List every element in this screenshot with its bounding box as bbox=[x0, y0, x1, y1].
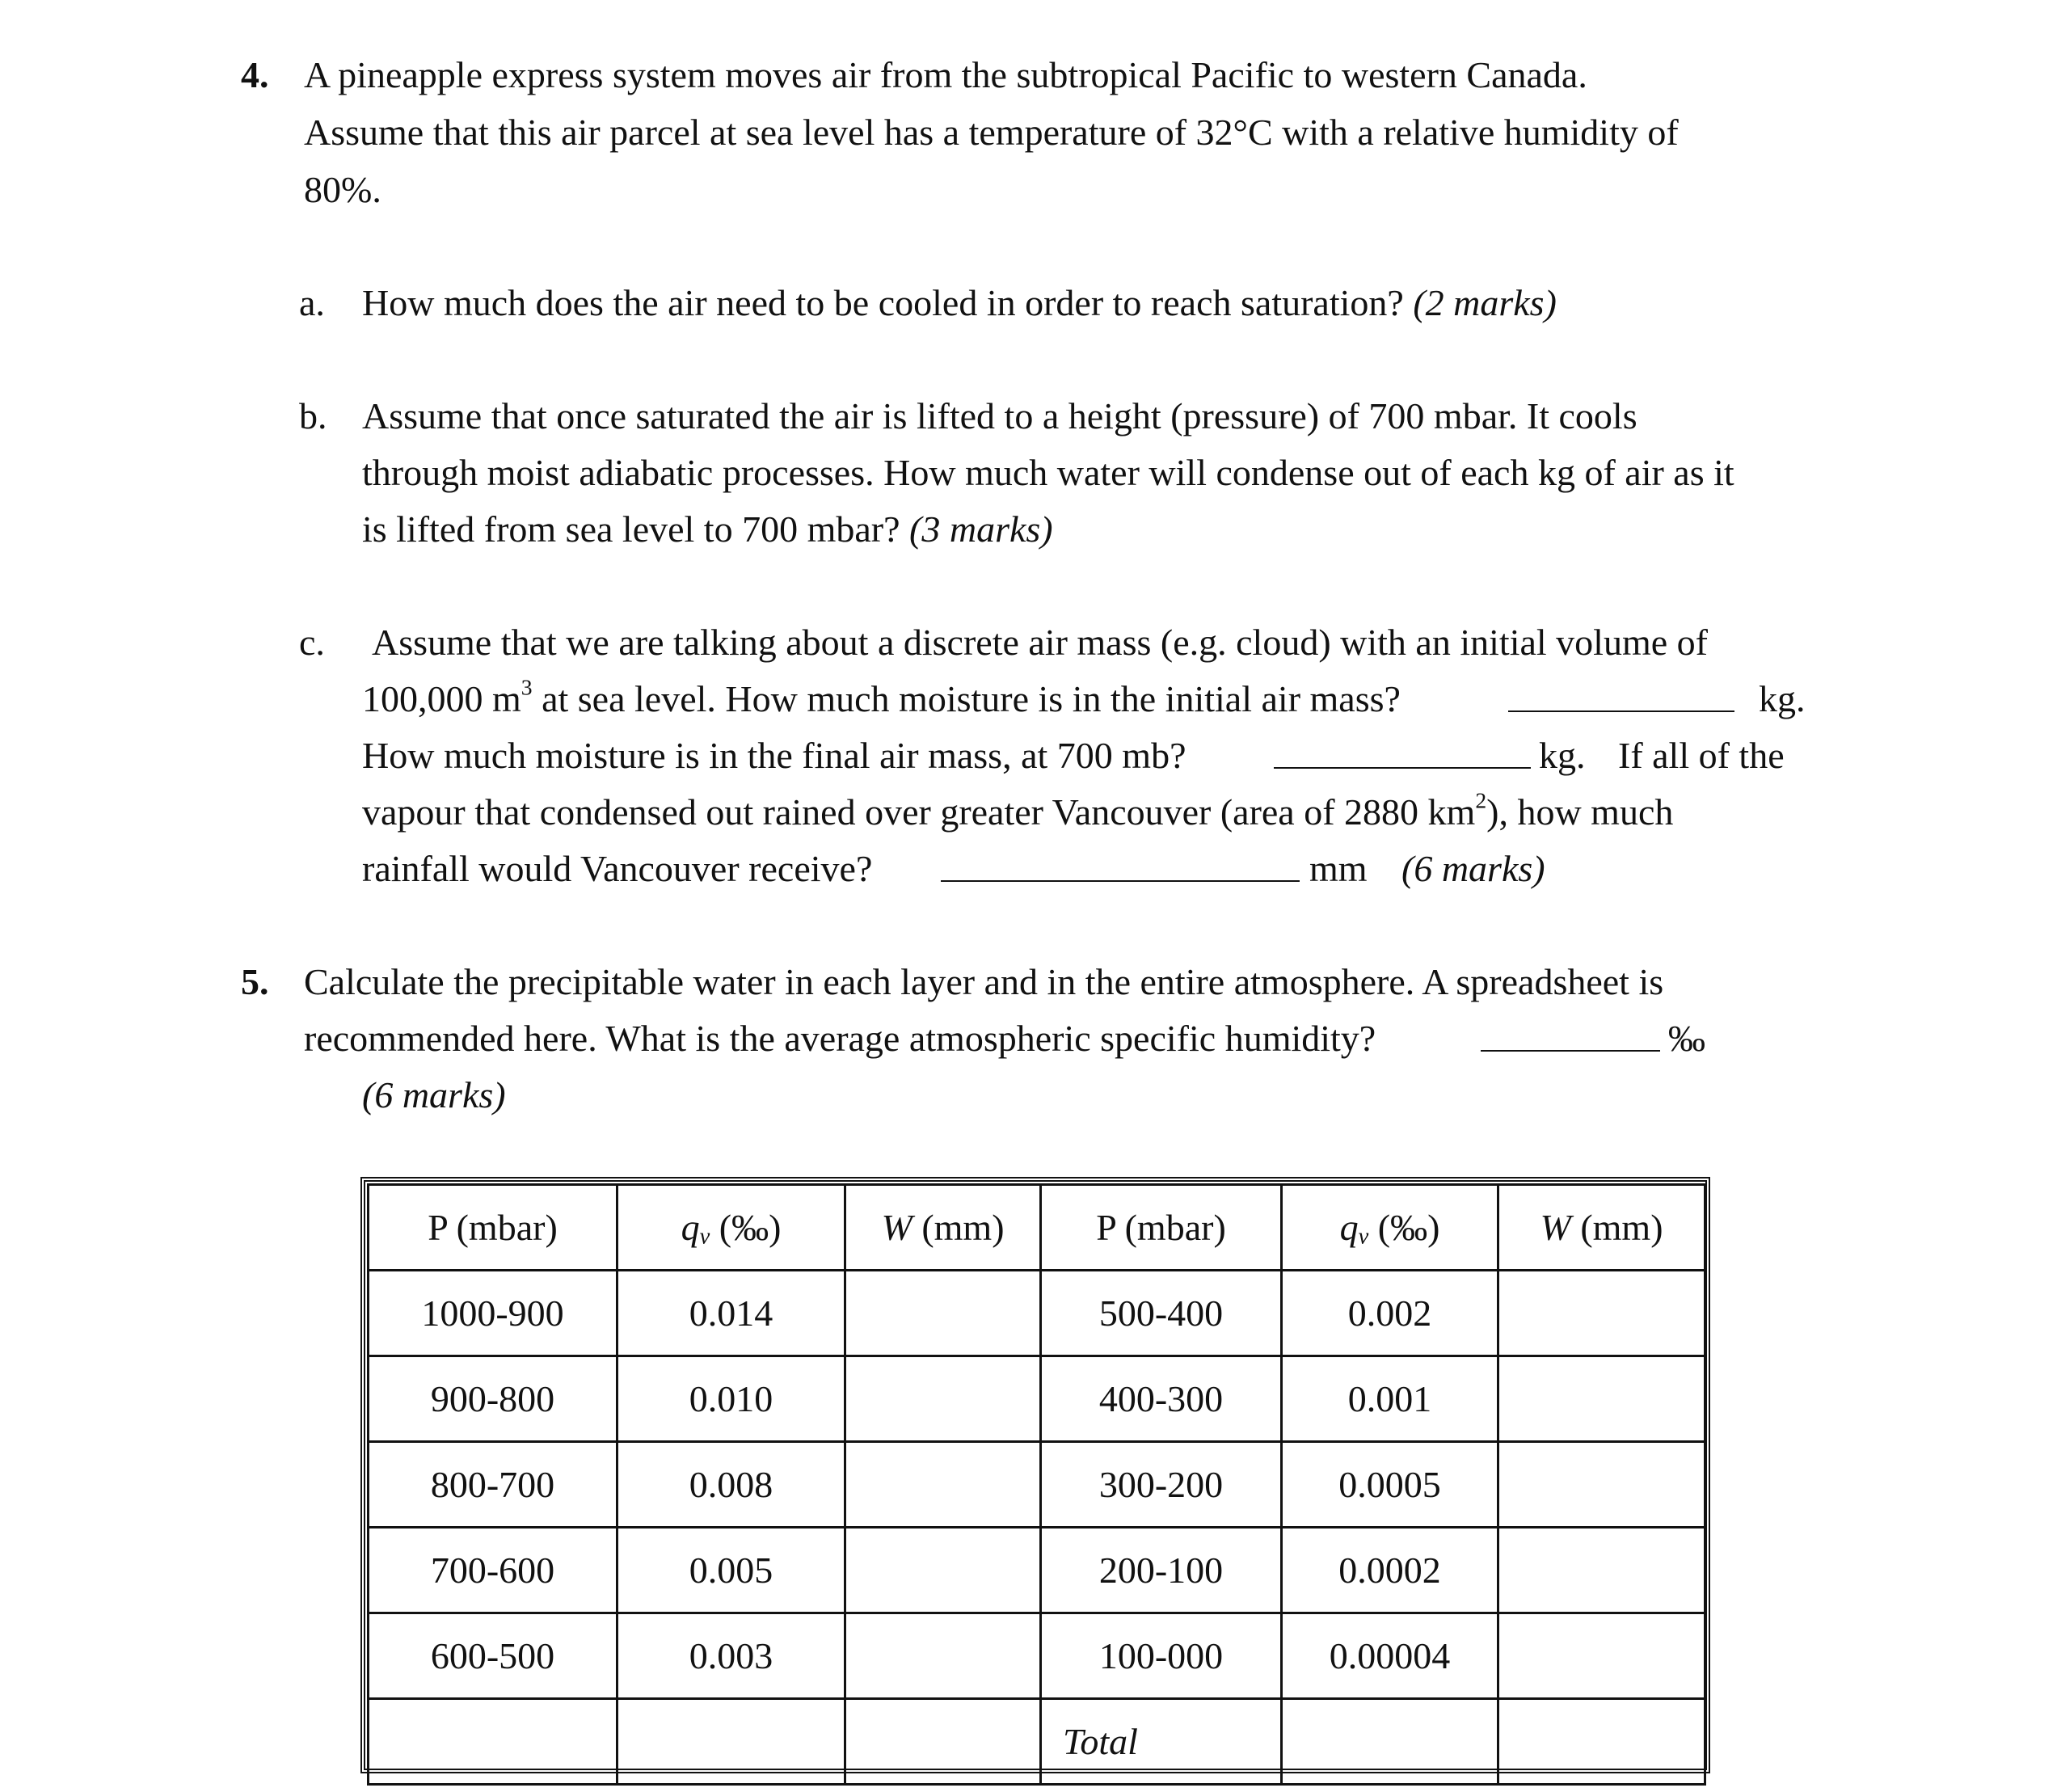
pressure-cell: 1000-900 bbox=[369, 1271, 617, 1356]
part-c-line-2-post: at sea level. How much moisture is in the initial air mass? bbox=[532, 678, 1401, 719]
pressure-cell: 600-500 bbox=[369, 1613, 617, 1699]
empty-cell bbox=[369, 1699, 617, 1785]
table-total-row bbox=[369, 1699, 1705, 1785]
water-cell[interactable] bbox=[1498, 1442, 1705, 1528]
total-humidity-cell[interactable] bbox=[1282, 1699, 1498, 1785]
question-4-number: 4. bbox=[241, 54, 269, 95]
part-b-marks: (3 marks) bbox=[909, 508, 1053, 550]
humidity-cell: 0.008 bbox=[617, 1442, 845, 1528]
pressure-cell: 500-400 bbox=[1041, 1271, 1282, 1356]
unit-kg-initial: kg. bbox=[1759, 678, 1806, 719]
water-cell[interactable] bbox=[845, 1442, 1041, 1528]
part-c-line-2-pre: 100,000 m bbox=[362, 678, 521, 719]
part-c-line-3-post: If all of the bbox=[1618, 735, 1785, 776]
question-5-line-1: Calculate the precipitable water in each layer and in the entire atmosphere. A spreadsheet is bbox=[304, 961, 1664, 1002]
part-b-line-2: through moist adiabatic processes. How much water will condense out of each kg of air as it bbox=[362, 452, 1734, 493]
question-4-line-2: Assume that this air parcel at sea level has a temperature of 32°C with a relative humidity of bbox=[304, 112, 1679, 153]
precipitable-water-table bbox=[367, 1183, 1706, 1786]
header-humidity-2: $q_v$ (‰) bbox=[1282, 1185, 1498, 1271]
part-c-marks: (6 marks) bbox=[1401, 848, 1545, 889]
part-c-line-3-question: How much moisture is in the final air mass, at 700 mb? bbox=[362, 735, 1186, 776]
water-cell[interactable] bbox=[1498, 1271, 1705, 1356]
pressure-cell: 300-200 bbox=[1041, 1442, 1282, 1528]
squared-superscript: 2 bbox=[1475, 787, 1487, 813]
humidity-cell: 0.002 bbox=[1282, 1271, 1498, 1356]
pressure-cell: 800-700 bbox=[369, 1442, 617, 1528]
header-pressure-2: P (mbar) bbox=[1041, 1185, 1282, 1271]
specific-humidity-answer-blank[interactable] bbox=[1481, 1020, 1660, 1052]
rainfall-answer-blank[interactable] bbox=[941, 850, 1300, 882]
cubed-superscript: 3 bbox=[521, 674, 533, 700]
part-c-line-4-post: ), how much bbox=[1486, 791, 1674, 833]
unit-kg-final: kg. bbox=[1539, 735, 1586, 776]
header-pressure-1: P (mbar) bbox=[369, 1185, 617, 1271]
water-cell[interactable] bbox=[1498, 1528, 1705, 1613]
humidity-cell: 0.005 bbox=[617, 1528, 845, 1613]
header-humidity-1: $q_v$ (‰) bbox=[617, 1185, 845, 1271]
part-c-line-2 bbox=[362, 674, 1401, 719]
part-c-line-1: Assume that we are talking about a discrete air mass (e.g. cloud) with an initial volume of bbox=[372, 622, 1708, 663]
humidity-cell: 0.014 bbox=[617, 1271, 845, 1356]
part-c-line-4 bbox=[362, 787, 1674, 833]
humidity-cell: 0.003 bbox=[617, 1613, 845, 1699]
table-row bbox=[369, 1528, 1705, 1613]
water-cell[interactable] bbox=[1498, 1356, 1705, 1442]
part-b-line-1: Assume that once saturated the air is lifted to a height (pressure) of 700 mbar. It cools bbox=[362, 395, 1637, 436]
question-4-line-1: A pineapple express system moves air from the subtropical Pacific to western Canada. bbox=[304, 54, 1587, 95]
pressure-cell: 900-800 bbox=[369, 1356, 617, 1442]
part-a-label: a. bbox=[299, 282, 325, 323]
question-4-line-3: 80%. bbox=[304, 169, 381, 210]
part-a-text: How much does the air need to be cooled in order to reach saturation? bbox=[362, 282, 1404, 323]
water-cell[interactable] bbox=[845, 1356, 1041, 1442]
total-water-cell[interactable] bbox=[1498, 1699, 1705, 1785]
part-b-line-3 bbox=[362, 508, 1053, 550]
question-5-marks: (6 marks) bbox=[362, 1074, 506, 1115]
question-5-line-2: recommended here. What is the average atmospheric specific humidity? bbox=[304, 1018, 1376, 1059]
table-header-row bbox=[369, 1185, 1705, 1271]
initial-moisture-answer-blank[interactable] bbox=[1508, 681, 1734, 712]
part-b-line-3-text: is lifted from sea level to 700 mbar? bbox=[362, 508, 900, 550]
humidity-cell: 0.00004 bbox=[1282, 1613, 1498, 1699]
part-a-question bbox=[362, 282, 1557, 323]
part-b-label: b. bbox=[299, 395, 327, 436]
humidity-cell: 0.010 bbox=[617, 1356, 845, 1442]
water-cell[interactable] bbox=[1498, 1613, 1705, 1699]
question-5-number: 5. bbox=[241, 961, 269, 1002]
unit-permille: ‰ bbox=[1668, 1018, 1705, 1059]
empty-cell bbox=[617, 1699, 845, 1785]
pressure-cell: 200-100 bbox=[1041, 1528, 1282, 1613]
part-c-line-4-pre: vapour that condensed out rained over greater Vancouver (area of 2880 km bbox=[362, 791, 1476, 833]
water-cell[interactable] bbox=[845, 1528, 1041, 1613]
table-row bbox=[369, 1356, 1705, 1442]
water-cell[interactable] bbox=[845, 1271, 1041, 1356]
header-water-1: W (mm) bbox=[845, 1185, 1041, 1271]
humidity-cell: 0.0002 bbox=[1282, 1528, 1498, 1613]
total-label: Total bbox=[1041, 1699, 1282, 1785]
part-c-label: c. bbox=[299, 622, 325, 663]
unit-mm: mm bbox=[1309, 848, 1368, 889]
header-water-2: W (mm) bbox=[1498, 1185, 1705, 1271]
table-row bbox=[369, 1442, 1705, 1528]
pressure-cell: 400-300 bbox=[1041, 1356, 1282, 1442]
table-row bbox=[369, 1613, 1705, 1699]
part-a-marks: (2 marks) bbox=[1413, 282, 1557, 323]
part-c-line-5-question: rainfall would Vancouver receive? bbox=[362, 848, 873, 889]
humidity-cell: 0.001 bbox=[1282, 1356, 1498, 1442]
final-moisture-answer-blank[interactable] bbox=[1274, 737, 1531, 769]
humidity-cell: 0.0005 bbox=[1282, 1442, 1498, 1528]
table-row bbox=[369, 1271, 1705, 1356]
empty-cell bbox=[845, 1699, 1041, 1785]
pressure-cell: 100-000 bbox=[1041, 1613, 1282, 1699]
pressure-cell: 700-600 bbox=[369, 1528, 617, 1613]
water-cell[interactable] bbox=[845, 1613, 1041, 1699]
